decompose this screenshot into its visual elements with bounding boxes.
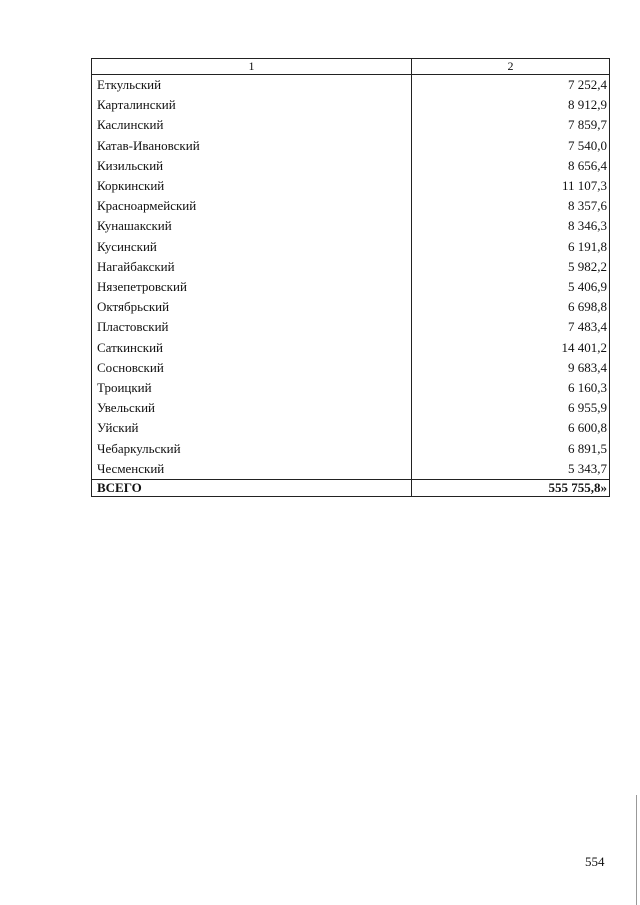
- table-row: [92, 418, 610, 438]
- column-header-1: 1: [92, 59, 412, 75]
- district-value: 5 406,9: [412, 277, 610, 297]
- district-value: 7 540,0: [412, 136, 610, 156]
- district-value: 8 912,9: [412, 95, 610, 115]
- district-value: 7 252,4: [412, 75, 610, 96]
- table-row: [92, 277, 610, 297]
- district-value: 5 343,7: [412, 459, 610, 480]
- district-value: 11 107,3: [412, 176, 610, 196]
- district-name: Чесменский: [92, 459, 412, 480]
- table-row: [92, 297, 610, 317]
- district-name: Красноармейский: [92, 196, 412, 216]
- total-label: ВСЕГО: [92, 480, 412, 497]
- district-name: Кусинский: [92, 237, 412, 257]
- table-row: [92, 338, 610, 358]
- table-row: [92, 398, 610, 418]
- table-row: [92, 237, 610, 257]
- district-name: Еткульский: [92, 75, 412, 96]
- district-value: 8 346,3: [412, 216, 610, 236]
- district-value: 6 600,8: [412, 418, 610, 438]
- total-row: [92, 480, 610, 497]
- district-name: Сосновский: [92, 358, 412, 378]
- district-value: 6 698,8: [412, 297, 610, 317]
- district-value: 8 656,4: [412, 156, 610, 176]
- district-name: Уйский: [92, 418, 412, 438]
- table-row: [92, 136, 610, 156]
- district-value: 14 401,2: [412, 338, 610, 358]
- scan-edge-line: [636, 795, 637, 905]
- table-header-row: [92, 59, 610, 75]
- table-row: [92, 156, 610, 176]
- district-value: 8 357,6: [412, 196, 610, 216]
- district-value: 6 160,3: [412, 378, 610, 398]
- page-number: 554: [585, 854, 605, 869]
- total-value: 555 755,8»: [412, 480, 610, 497]
- district-name: Октябрьский: [92, 297, 412, 317]
- district-name: Пластовский: [92, 317, 412, 337]
- district-value: 7 859,7: [412, 115, 610, 135]
- district-name: Чебаркульский: [92, 439, 412, 459]
- district-name: Нагайбакский: [92, 257, 412, 277]
- budget-table: [91, 58, 610, 497]
- district-value: 6 955,9: [412, 398, 610, 418]
- table-row: [92, 358, 610, 378]
- district-name: Троицкий: [92, 378, 412, 398]
- district-name: Кунашакский: [92, 216, 412, 236]
- district-name: Коркинский: [92, 176, 412, 196]
- district-value: 6 891,5: [412, 439, 610, 459]
- table-row: [92, 176, 610, 196]
- district-name: Катав-Ивановский: [92, 136, 412, 156]
- district-value: 9 683,4: [412, 358, 610, 378]
- table-row: [92, 115, 610, 135]
- table-row: [92, 317, 610, 337]
- table-row: [92, 257, 610, 277]
- table-row: [92, 196, 610, 216]
- district-name: Нязепетровский: [92, 277, 412, 297]
- district-value: 5 982,2: [412, 257, 610, 277]
- table-row: [92, 459, 610, 480]
- district-value: 7 483,4: [412, 317, 610, 337]
- district-name: Увельский: [92, 398, 412, 418]
- district-name: Карталинский: [92, 95, 412, 115]
- table-row: [92, 95, 610, 115]
- district-name: Кизильский: [92, 156, 412, 176]
- column-header-2: 2: [412, 59, 610, 75]
- district-name: Саткинский: [92, 338, 412, 358]
- table-row: [92, 75, 610, 96]
- district-name: Каслинский: [92, 115, 412, 135]
- table-row: [92, 439, 610, 459]
- district-value: 6 191,8: [412, 237, 610, 257]
- table-row: [92, 216, 610, 236]
- table-row: [92, 378, 610, 398]
